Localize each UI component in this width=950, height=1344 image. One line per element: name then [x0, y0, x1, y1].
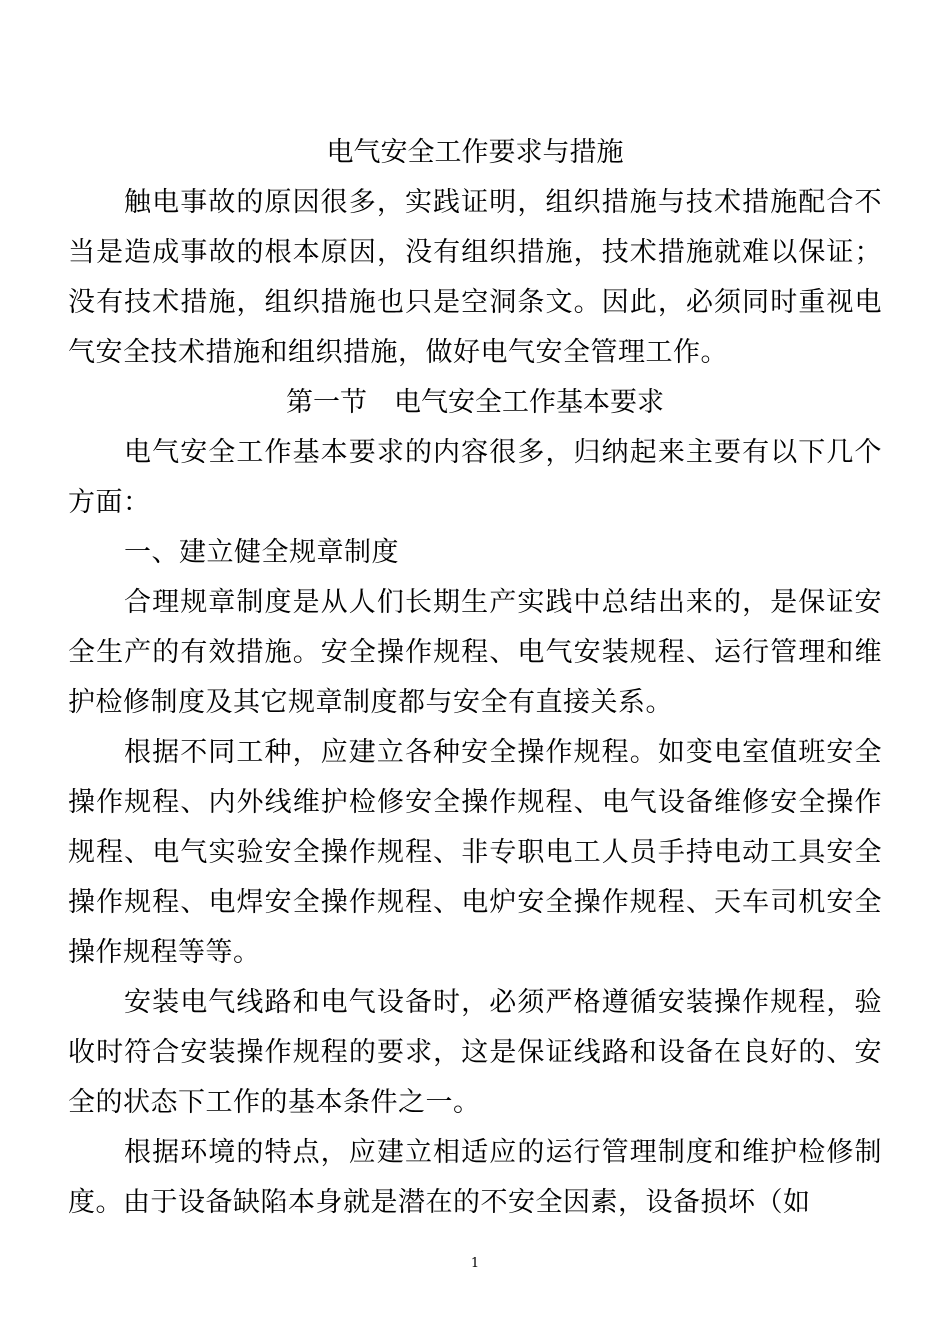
section-intro-paragraph: 电气安全工作基本要求的内容很多，归纳起来主要有以下几个方面：	[68, 437, 882, 518]
intro-paragraph: 触电事故的原因很多，实践证明，组织措施与技术措施配合不当是造成事故的根本原因，没有组织措施，技术措施就难以保证；没有技术措施，组织措施也只是空洞条文。因此，必须同时重视电气安全技术措施和组织措施，做好电气安全管理工作。	[68, 187, 882, 368]
section-heading: 第一节 电气安全工作基本要求	[286, 387, 664, 418]
page-number: 1	[470, 1256, 480, 1271]
document-title: 电气安全工作要求与措施	[326, 137, 624, 168]
body-paragraph: 合理规章制度是从人们长期生产实践中总结出来的，是保证安全生产的有效措施。安全操作规程、电气安装规程、运行管理和维护检修制度及其它规章制度都与安全有直接关系。	[68, 587, 882, 718]
subheading: 一、建立健全规章制度	[124, 537, 399, 568]
body-paragraph: 安装电气线路和电气设备时，必须严格遵循安装操作规程，验收时符合安装操作规程的要求，这是保证线路和设备在良好的、安全的状态下工作的基本条件之一。	[68, 987, 882, 1118]
body-paragraph: 根据环境的特点，应建立相适应的运行管理制度和维护检修制度。由于设备缺陷本身就是潜在的不安全因素，设备损坏（如	[68, 1137, 882, 1218]
body-paragraph: 根据不同工种，应建立各种安全操作规程。如变电室值班安全操作规程、内外线维护检修安全操作规程、电气设备维修安全操作规程、电气实验安全操作规程、非专职电工人员手持电动工具安全操作规程、电焊安全操作规程、电炉安全操作规程、天车司机安全操作规程等等。	[68, 737, 882, 968]
document-page	[68, 128, 882, 1228]
